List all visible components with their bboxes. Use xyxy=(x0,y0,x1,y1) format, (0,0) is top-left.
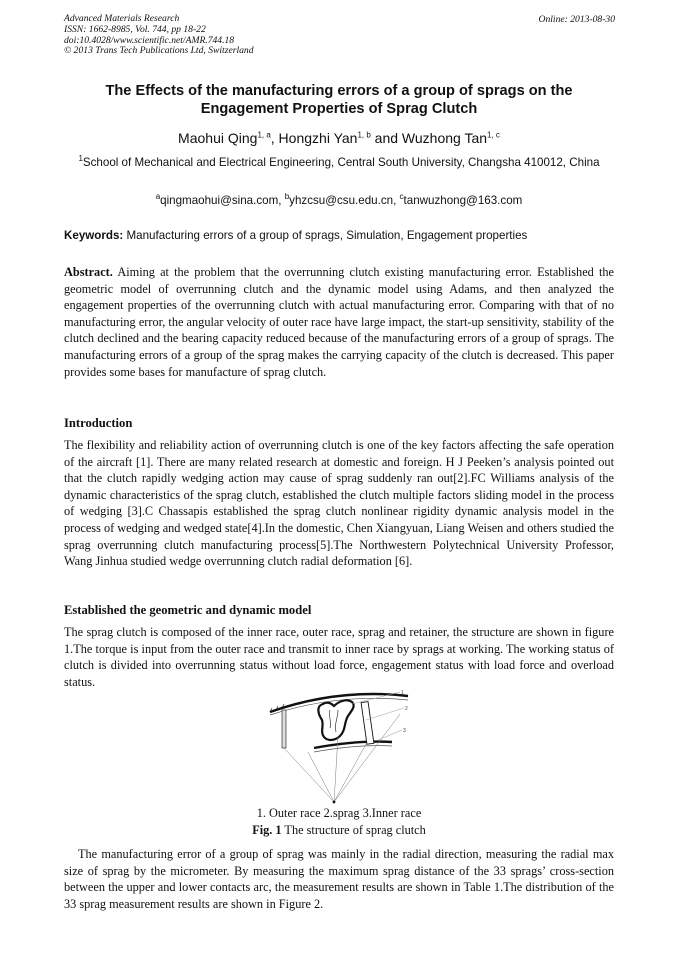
construction-lines xyxy=(284,714,400,802)
figure-parts-legend: 1. Outer race 2.sprag 3.Inner race xyxy=(256,806,422,820)
author-1: Maohui Qing xyxy=(178,130,258,146)
sprag-shape xyxy=(318,700,353,740)
author-2-sup: 1, b xyxy=(357,130,371,140)
author-1-sup: 1, a xyxy=(257,130,271,140)
author-list xyxy=(60,130,618,146)
center-point xyxy=(333,801,336,804)
abstract-label: Abstract. xyxy=(64,265,113,279)
journal-name: Advanced Materials Research xyxy=(64,13,180,24)
affiliation-sup: 1 xyxy=(78,154,83,164)
abstract xyxy=(64,264,614,380)
sprag-inner-detail xyxy=(329,710,338,732)
figure-label: Fig. 1 xyxy=(252,823,282,837)
title-line-2: Engagement Properties of Sprag Clutch xyxy=(200,101,478,117)
author-2: , Hongzhi Yan xyxy=(270,130,358,146)
email-b[interactable]: yhzcsu@csu.edu.cn, xyxy=(289,194,400,207)
figure-caption-text: The structure of sprag clutch xyxy=(281,823,426,837)
figure-caption xyxy=(64,823,614,838)
author-3-sup: 1, c xyxy=(487,130,500,140)
email-list xyxy=(60,194,618,207)
email-a[interactable]: qingmaohui@sina.com, xyxy=(160,194,285,207)
journal-header xyxy=(64,14,254,57)
email-c-sup: c xyxy=(399,192,404,202)
annotation-2: 2 xyxy=(405,706,408,712)
online-date: Online: 2013-08-30 xyxy=(538,14,615,25)
affiliation-text: School of Mechanical and Electrical Engineering, Central South University, Changsha 410012, China xyxy=(82,156,600,169)
keywords xyxy=(64,229,616,242)
author-3: and Wuzhong Tan xyxy=(370,130,488,146)
paper-title xyxy=(60,82,618,118)
closing-paragraph: The manufacturing error of a group of sprag was mainly in the radial direction, measuring the radial max size of sprag by the micrometer. By measuring the maximum sprag distance of the 33 sprags’ cross-section between the upper and lower contacts arc, the measurement results are shown in Table 1.The distribution of the 33 sprag measurement results are shown in Figure 2. xyxy=(64,847,614,911)
affiliation xyxy=(60,155,618,171)
keywords-label: Keywords: xyxy=(64,229,124,242)
introduction-text: The flexibility and reliability action of overrunning clutch is one of the key factors affecting the safe operation of the aircraft [1]. There are many related research at domestic and foreign. H J Peeken’s analysis pointed out that the clutch rapidly wedging action may cause of sprag suddenly ran out[2].FC Williams analysis of the dynamic characteristics of the sprag clutch, established the clutch multiple factors sliding model in the process of wedging [3].C Chassapis established the sprag clutch nonlinear rigidity dynamic analysis model in the process of wedging and wedged state[4].In the domestic, Chen Xiangyuan, Liang Weisen and others studied the sprag overrunning clutch manufacturing process[5].The Northwestern Polytechnical University Professor, Wang Jinhua studied wedge overrunning clutch radial deformation [6]. xyxy=(64,438,614,569)
email-a-sup: a xyxy=(155,192,161,202)
side-plate xyxy=(282,710,286,748)
sprag-clutch-figure xyxy=(268,690,418,804)
email-b-sup: b xyxy=(284,192,290,202)
abstract-text: Aiming at the problem that the overrunning clutch existing manufacturing error. Established the geometric model of overrunning clutch and the dynamic model using Adams, and then analyzed the engagement properties of the overrunning clutch with actual manufacturing error. Comparing with that of no manufacturing error, the angular velocity of outer race have large impact, the start-up sensitivity, stability of the clutch declined and the bearing capacity reduced because of the manufacturing errors of a group of sprags. The manufacturing errors of a group of the sprag makes the carrying capacity of the clutch is decreased. This paper provides some bases for manufacture of sprag clutch. xyxy=(64,265,614,379)
annotation-3: 3 xyxy=(403,728,406,734)
annotation-1: 1 xyxy=(401,690,404,696)
email-c[interactable]: tanwuzhong@163.com xyxy=(403,194,523,207)
issn-line: ISSN: 1662-8985, Vol. 744, pp 18-22 xyxy=(64,23,206,35)
keywords-text: Manufacturing errors of a group of sprags, Simulation, Engagement properties xyxy=(123,229,528,242)
section-2-heading: Established the geometric and dynamic model xyxy=(64,603,312,617)
doi-line[interactable]: doi:10.4028/www.scientific.net/AMR.744.18 xyxy=(64,34,235,46)
copyright-line: © 2013 Trans Tech Publications Ltd, Switzerland xyxy=(64,45,254,57)
title-line-1: The Effects of the manufacturing errors of a group of sprags on the xyxy=(105,83,573,99)
retainer-bar xyxy=(361,702,374,745)
section-2-text: The sprag clutch is composed of the inner race, outer race, sprag and retainer, the structure are shown in figure 1.The torque is input from the outer race and transmit to inner race by sprags at working. The working status of clutch is divided into overrunning status without load force, engagement status with load force and overload status. xyxy=(64,625,614,689)
introduction-heading: Introduction xyxy=(64,416,133,430)
